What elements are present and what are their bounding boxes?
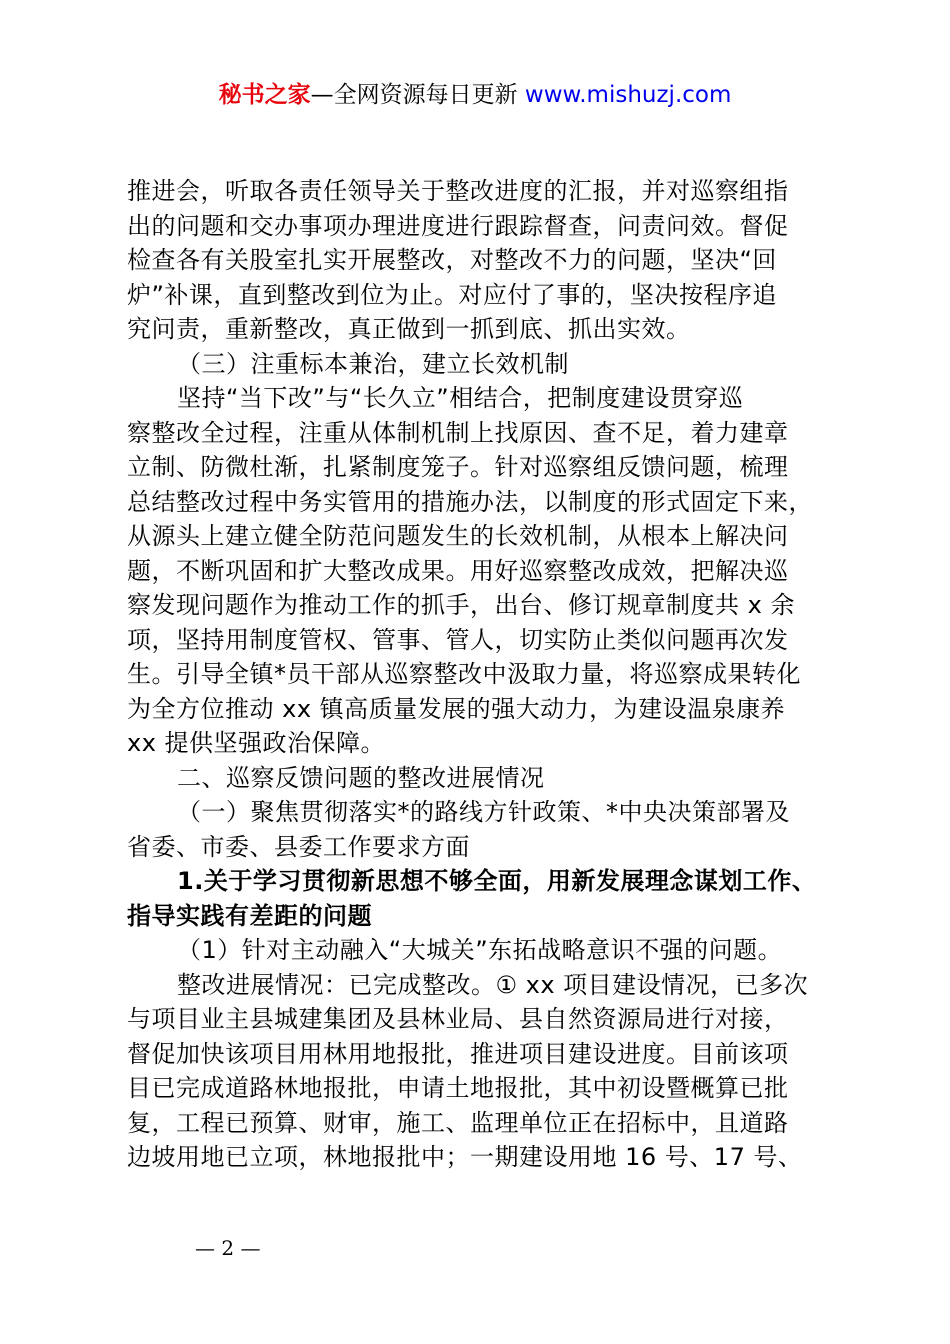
text-line: 究问责，重新整改，真正做到一抓到底、抓出实效。 bbox=[127, 315, 691, 343]
text-line: 督促加快该项目用林用地报批，推进项目建设进度。目前该项 bbox=[127, 1039, 789, 1068]
text-line: 与项目业主县城建集团及县林业局、县自然资源局进行对接， bbox=[127, 1005, 789, 1033]
text-line: （三）注重标本兼治，建立长效机制 bbox=[177, 349, 569, 378]
text-line: 整改进展情况：已完成整改。① xx 项目建设情况，已多次 bbox=[177, 970, 809, 999]
text-line: 检查各有关股室扎实开展整改，对整改不力的问题，坚决“回 bbox=[127, 246, 777, 274]
text-line: （一）聚焦贯彻落实*的路线方针政策、*中央决策部署及 bbox=[177, 798, 790, 826]
text-line: 题，不断巩固和扩大整改成果。用好巡察整改成效，把解决巡 bbox=[127, 556, 789, 585]
text-line: 察整改全过程，注重从体制机制上找原因、查不足，着力建章 bbox=[127, 418, 789, 447]
text-line: 炉”补课，直到整改到位为止。对应付了事的，坚决按程序追 bbox=[127, 280, 777, 309]
text-line: 从源头上建立健全防范问题发生的长效机制，从根本上解决问 bbox=[127, 522, 789, 550]
text-line: 坚持“当下改”与“长久立”相结合，把制度建设贯穿巡 bbox=[177, 384, 744, 412]
text-line: 总结整改过程中务实管用的措施办法，以制度的形式固定下来， bbox=[127, 487, 813, 516]
text-line: 生。引导全镇*员干部从巡察整改中汲取力量，将巡察成果转化 bbox=[127, 660, 801, 688]
text-line: （1）针对主动融入“大城关”东拓战略意识不强的问题。 bbox=[177, 936, 783, 964]
text-line: 为全方位推动 xx 镇高质量发展的强大动力，为建设温泉康养 bbox=[127, 694, 786, 723]
document-body bbox=[127, 174, 835, 1175]
brand-name: 秘书之家 bbox=[218, 82, 311, 108]
header-tagline: —全网资源每日更新 bbox=[310, 82, 525, 108]
text-line: 目已完成道路林地报批，申请土地报批，其中初设暨概算已批 bbox=[127, 1074, 789, 1102]
text-line: 推进会，听取各责任领导关于整改进度的汇报，并对巡察组指 bbox=[127, 177, 789, 205]
text-line: 二、巡察反馈问题的整改进展情况 bbox=[177, 763, 545, 792]
text-line: 出的问题和交办事项办理进度进行跟踪督查，问责问效。督促 bbox=[127, 211, 789, 240]
text-line: 项，坚持用制度管权、管事、管人，切实防止类似问题再次发 bbox=[127, 625, 789, 654]
site-header bbox=[0, 80, 950, 110]
text-line: 边坡用地已立项，林地报批中；一期建设用地 16 号、17 号、 bbox=[127, 1143, 803, 1171]
text-line: 察发现问题作为推动工作的抓手，出台、修订规章制度共 x 余 bbox=[127, 591, 795, 619]
page-number: — 2 — bbox=[195, 1236, 261, 1260]
text-line: 省委、市委、县委工作要求方面 bbox=[127, 832, 470, 861]
site-url-link[interactable]: www.mishuzj.com bbox=[524, 82, 732, 108]
text-line: 指导实践有差距的问题 bbox=[127, 901, 372, 930]
text-line: 1.关于学习贯彻新思想不够全面，用新发展理念谋划工作、 bbox=[177, 867, 817, 895]
text-line: xx 提供坚强政治保障。 bbox=[127, 729, 386, 757]
text-line: 立制、防微杜渐，扎紧制度笼子。针对巡察组反馈问题，梳理 bbox=[127, 453, 789, 481]
text-line: 复，工程已预算、财审，施工、监理单位正在招标中，且道路 bbox=[127, 1108, 789, 1137]
